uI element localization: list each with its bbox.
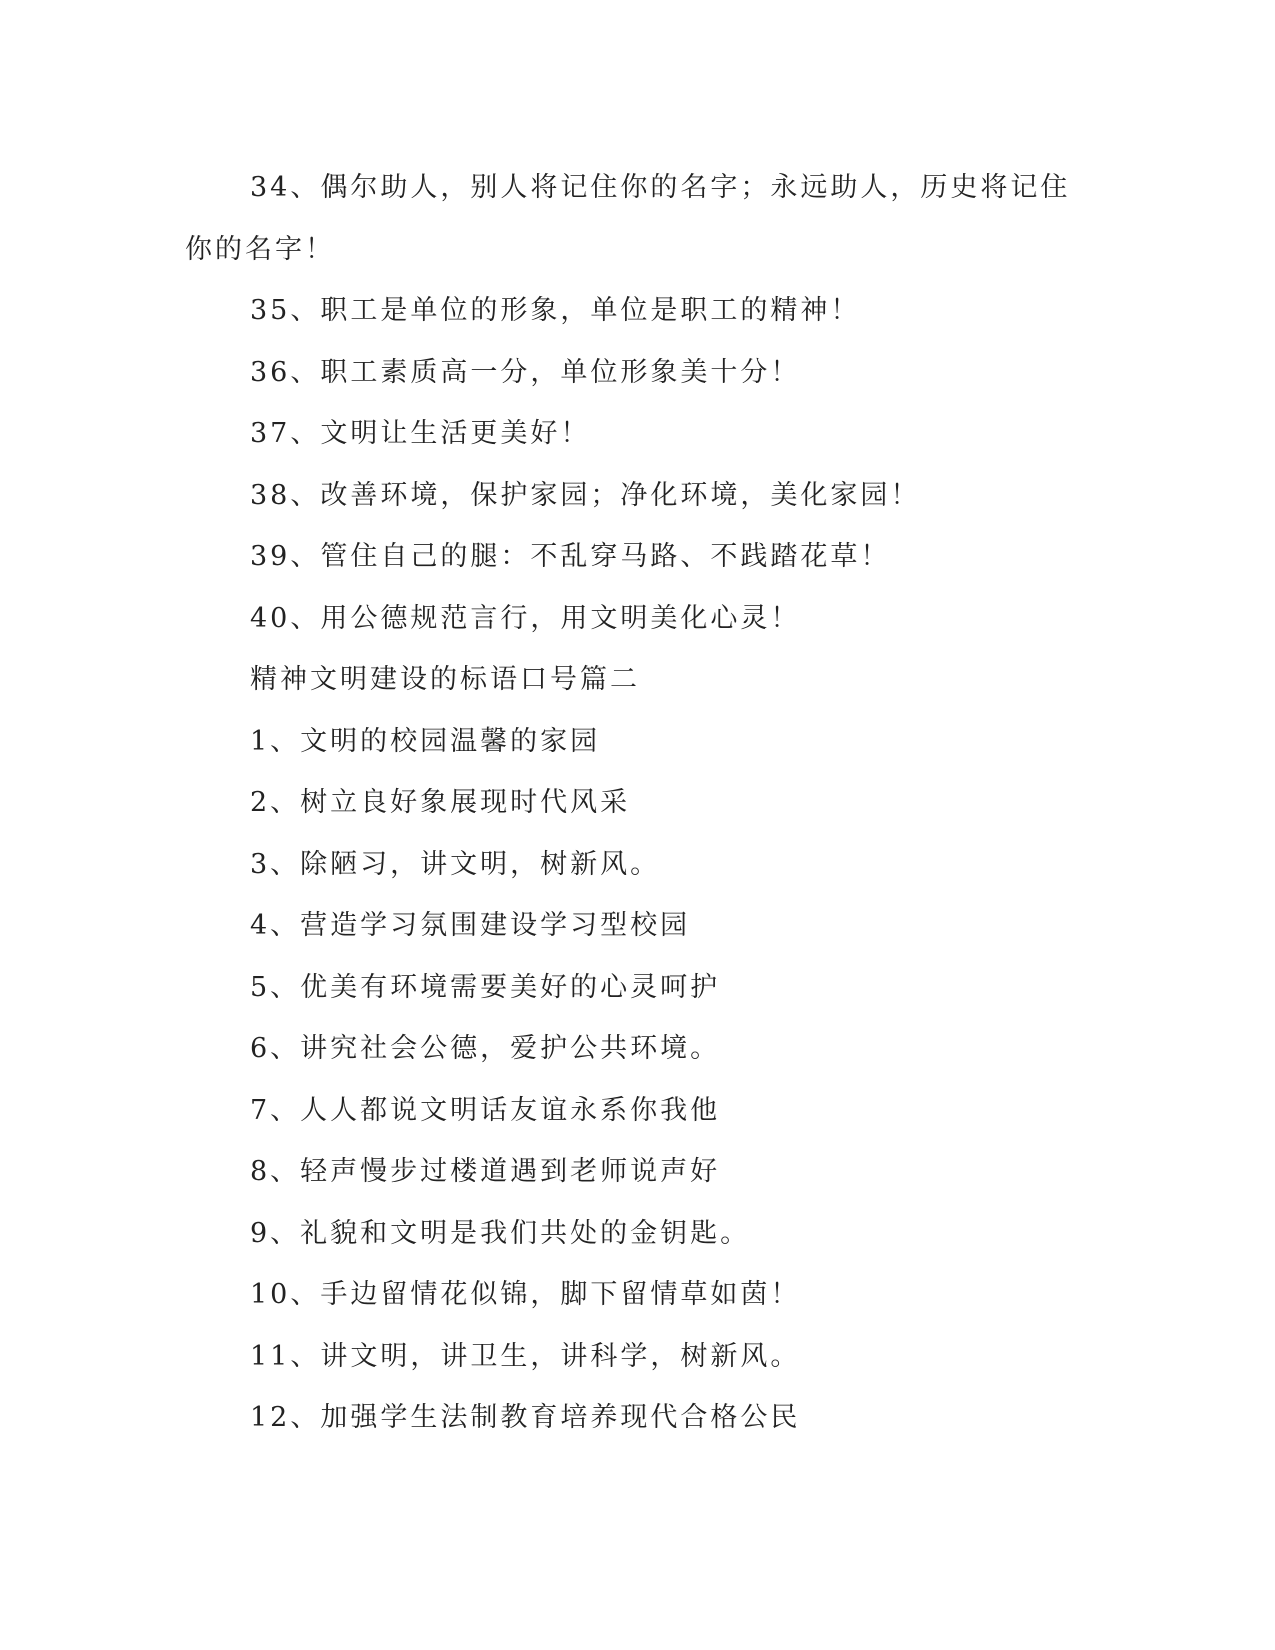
paragraph-35: 35、职工是单位的形象，单位是职工的精神！ (250, 295, 861, 326)
paragraph-5: 5、优美有环境需要美好的心灵呵护 (250, 971, 721, 1003)
paragraph-6: 6、讲究社会公德，爱护公共环境。 (250, 1033, 721, 1064)
paragraph-40: 40、用公德规范言行，用文明美化心灵！ (250, 602, 801, 634)
paragraph-10: 10、手边留情花似锦，脚下留情草如茵！ (250, 1279, 801, 1310)
paragraph-1: 1、文明的校园温馨的家园 (250, 725, 601, 757)
paragraph-4: 4、营造学习氛围建设学习型校园 (250, 910, 691, 941)
paragraph-9: 9、礼貌和文明是我们共处的金钥匙。 (250, 1217, 751, 1249)
paragraph-38: 38、改善环境，保护家园；净化环境，美化家园！ (250, 479, 921, 511)
section-heading: 精神文明建设的标语口号篇二 (250, 664, 640, 695)
paragraph-34: 34、偶尔助人，别人将记住你的名字；永远助人，历史将记住你的名字！ (185, 172, 1071, 265)
paragraph-12: 12、加强学生法制教育培养现代合格公民 (250, 1402, 801, 1433)
paragraph-39: 39、管住自己的腿：不乱穿马路、不践踏花草！ (250, 541, 891, 572)
paragraph-2: 2、树立良好象展现时代风采 (250, 787, 631, 818)
paragraph-8: 8、轻声慢步过楼道遇到老师说声好 (250, 1156, 721, 1187)
document-body (185, 157, 1085, 1449)
paragraph-37: 37、文明让生活更美好！ (250, 418, 591, 449)
paragraph-3: 3、除陋习，讲文明，树新风。 (250, 848, 661, 880)
paragraph-11: 11、讲文明，讲卫生，讲科学，树新风。 (250, 1340, 801, 1372)
paragraph-7: 7、人人都说文明话友谊永系你我他 (250, 1094, 721, 1126)
paragraph-36: 36、职工素质高一分，单位形象美十分！ (250, 356, 801, 388)
